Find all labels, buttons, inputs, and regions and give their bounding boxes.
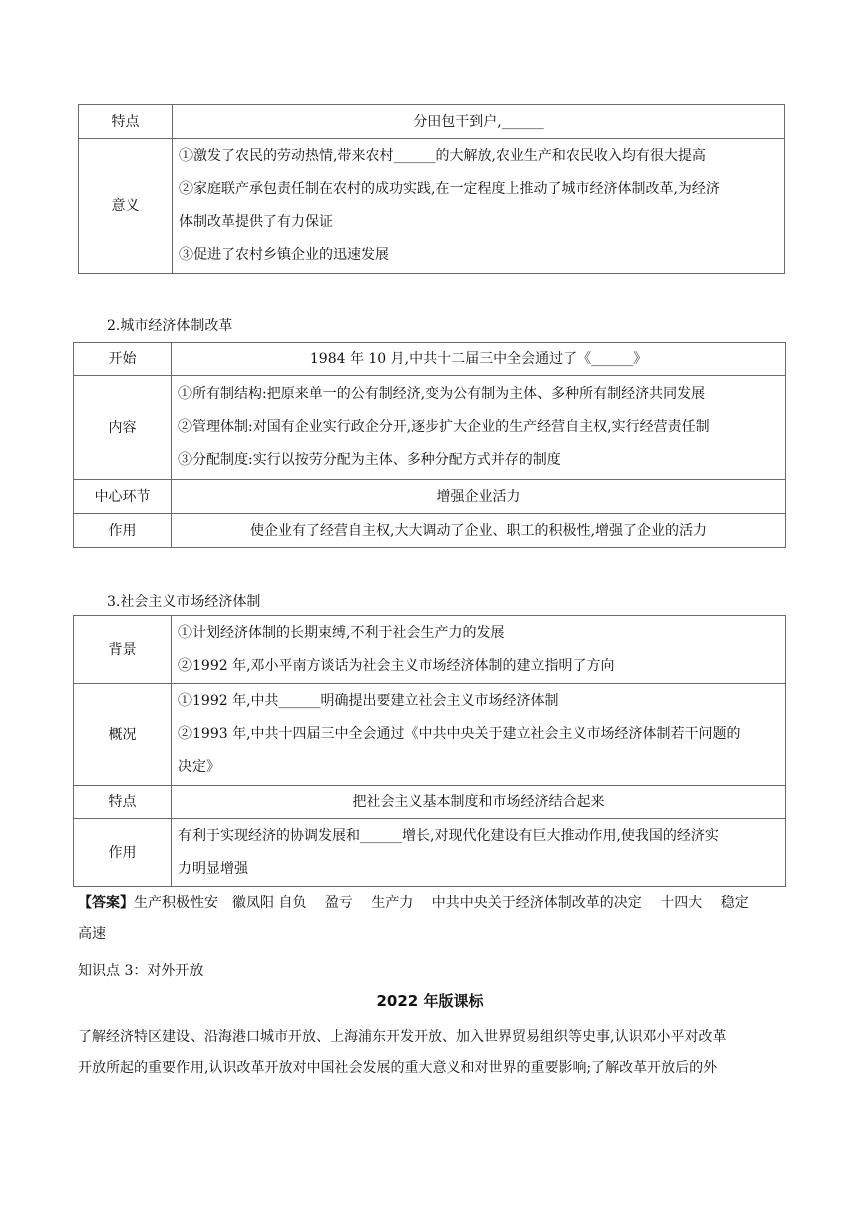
- row-content: [172, 376, 786, 480]
- content-line: ①1992 年,中共______明确提出要建立社会主义市场经济体制: [178, 693, 559, 709]
- row-content: [173, 139, 785, 274]
- standard-text: [78, 1022, 790, 1084]
- answer-text: 生产积极性安 徽凤阳 自负 盈亏 生产力 中共中央关于经济体制改革的决定 十四大 稳定: [134, 895, 749, 911]
- table-row: [79, 139, 785, 274]
- standard-line: 开放所起的重要作用,认识改革开放对中国社会发展的重大意义和对世界的重要影响;了解改革开放后的外: [78, 1060, 718, 1076]
- table-row: [74, 684, 786, 786]
- table-row: [74, 616, 786, 684]
- row-label: 作用: [74, 514, 172, 548]
- row-label: 意义: [79, 139, 173, 274]
- answer-tag: 【答案】: [78, 895, 134, 911]
- table-row: [74, 819, 786, 887]
- row-content: [172, 819, 786, 887]
- table-household-contract: [78, 104, 785, 274]
- row-label: 作用: [74, 819, 172, 887]
- section-heading: 2.城市经济体制改革: [107, 318, 233, 334]
- row-content: [172, 616, 786, 684]
- table-urban-reform: [73, 342, 786, 548]
- answer-line: 高速: [78, 926, 106, 942]
- content-line: ①激发了农民的劳动热情,带来农村______的大解放,农业生产和农民收入均有很大提高: [179, 148, 706, 164]
- table-row: [74, 343, 786, 376]
- row-content: 使企业有了经营自主权,大大调动了企业、职工的积极性,增强了企业的活力: [172, 514, 786, 548]
- row-content: 1984 年 10 月,中共十二届三中全会通过了《______》: [172, 343, 786, 376]
- knowledge-point-heading: 知识点 3：对外开放: [78, 963, 204, 979]
- row-label: 特点: [79, 105, 173, 139]
- row-content: [172, 684, 786, 786]
- content-line: 决定》: [178, 759, 220, 775]
- content-line: ②管理体制:对国有企业实行政企分开,逐步扩大企业的生产经营自主权,实行经营责任制: [178, 419, 710, 435]
- row-label: 中心环节: [74, 480, 172, 514]
- content-line: 力明显增强: [178, 860, 248, 877]
- content-line: ②家庭联产承包责任制在农村的成功实践,在一定程度上推动了城市经济体制改革,为经济: [179, 181, 720, 197]
- row-label: 背景: [74, 616, 172, 684]
- row-content: 增强企业活力: [172, 480, 786, 514]
- content-line: ②1992 年,邓小平南方谈话为社会主义市场经济体制的建立指明了方向: [178, 657, 615, 674]
- content-line: ②1993 年,中共十四届三中全会通过《中共中央关于建立社会主义市场经济体制若干问题的: [178, 726, 741, 742]
- content-line: ①所有制结构:把原来单一的公有制经济,变为公有制为主体、多种所有制经济共同发展: [178, 386, 706, 402]
- row-label: 概况: [74, 684, 172, 786]
- answer-block: [78, 888, 790, 950]
- content-line: ③促进了农村乡镇企业的迅速发展: [179, 247, 389, 263]
- table-row: [74, 376, 786, 480]
- answer-line: [78, 888, 790, 919]
- content-line: 体制改革提供了有力保证: [179, 214, 333, 230]
- standard-line: 了解经济特区建设、沿海港口城市开放、上海浦东开发开放、加入世界贸易组织等史事,认识邓小平对改革: [78, 1029, 727, 1045]
- content-line: 有利于实现经济的协调发展和______增长,对现代化建设有巨大推动作用,使我国的经济实: [178, 827, 719, 844]
- content-line: ①计划经济体制的长期束缚,不利于社会生产力的发展: [178, 624, 505, 641]
- row-label: 内容: [74, 376, 172, 480]
- row-content: 分田包干到户,______: [173, 105, 785, 139]
- row-content: 把社会主义基本制度和市场经济结合起来: [172, 786, 786, 819]
- table-market-economy: [73, 615, 786, 887]
- row-label: 开始: [74, 343, 172, 376]
- table-row: [74, 786, 786, 819]
- content-line: ③分配制度:实行以按劳分配为主体、多种分配方式并存的制度: [178, 452, 561, 468]
- table-row: [74, 480, 786, 514]
- standard-title: 2022 年版课标: [376, 992, 484, 1010]
- table-row: [74, 514, 786, 548]
- table-row: [79, 105, 785, 139]
- row-label: 特点: [74, 786, 172, 819]
- section-heading: 3.社会主义市场经济体制: [107, 594, 261, 610]
